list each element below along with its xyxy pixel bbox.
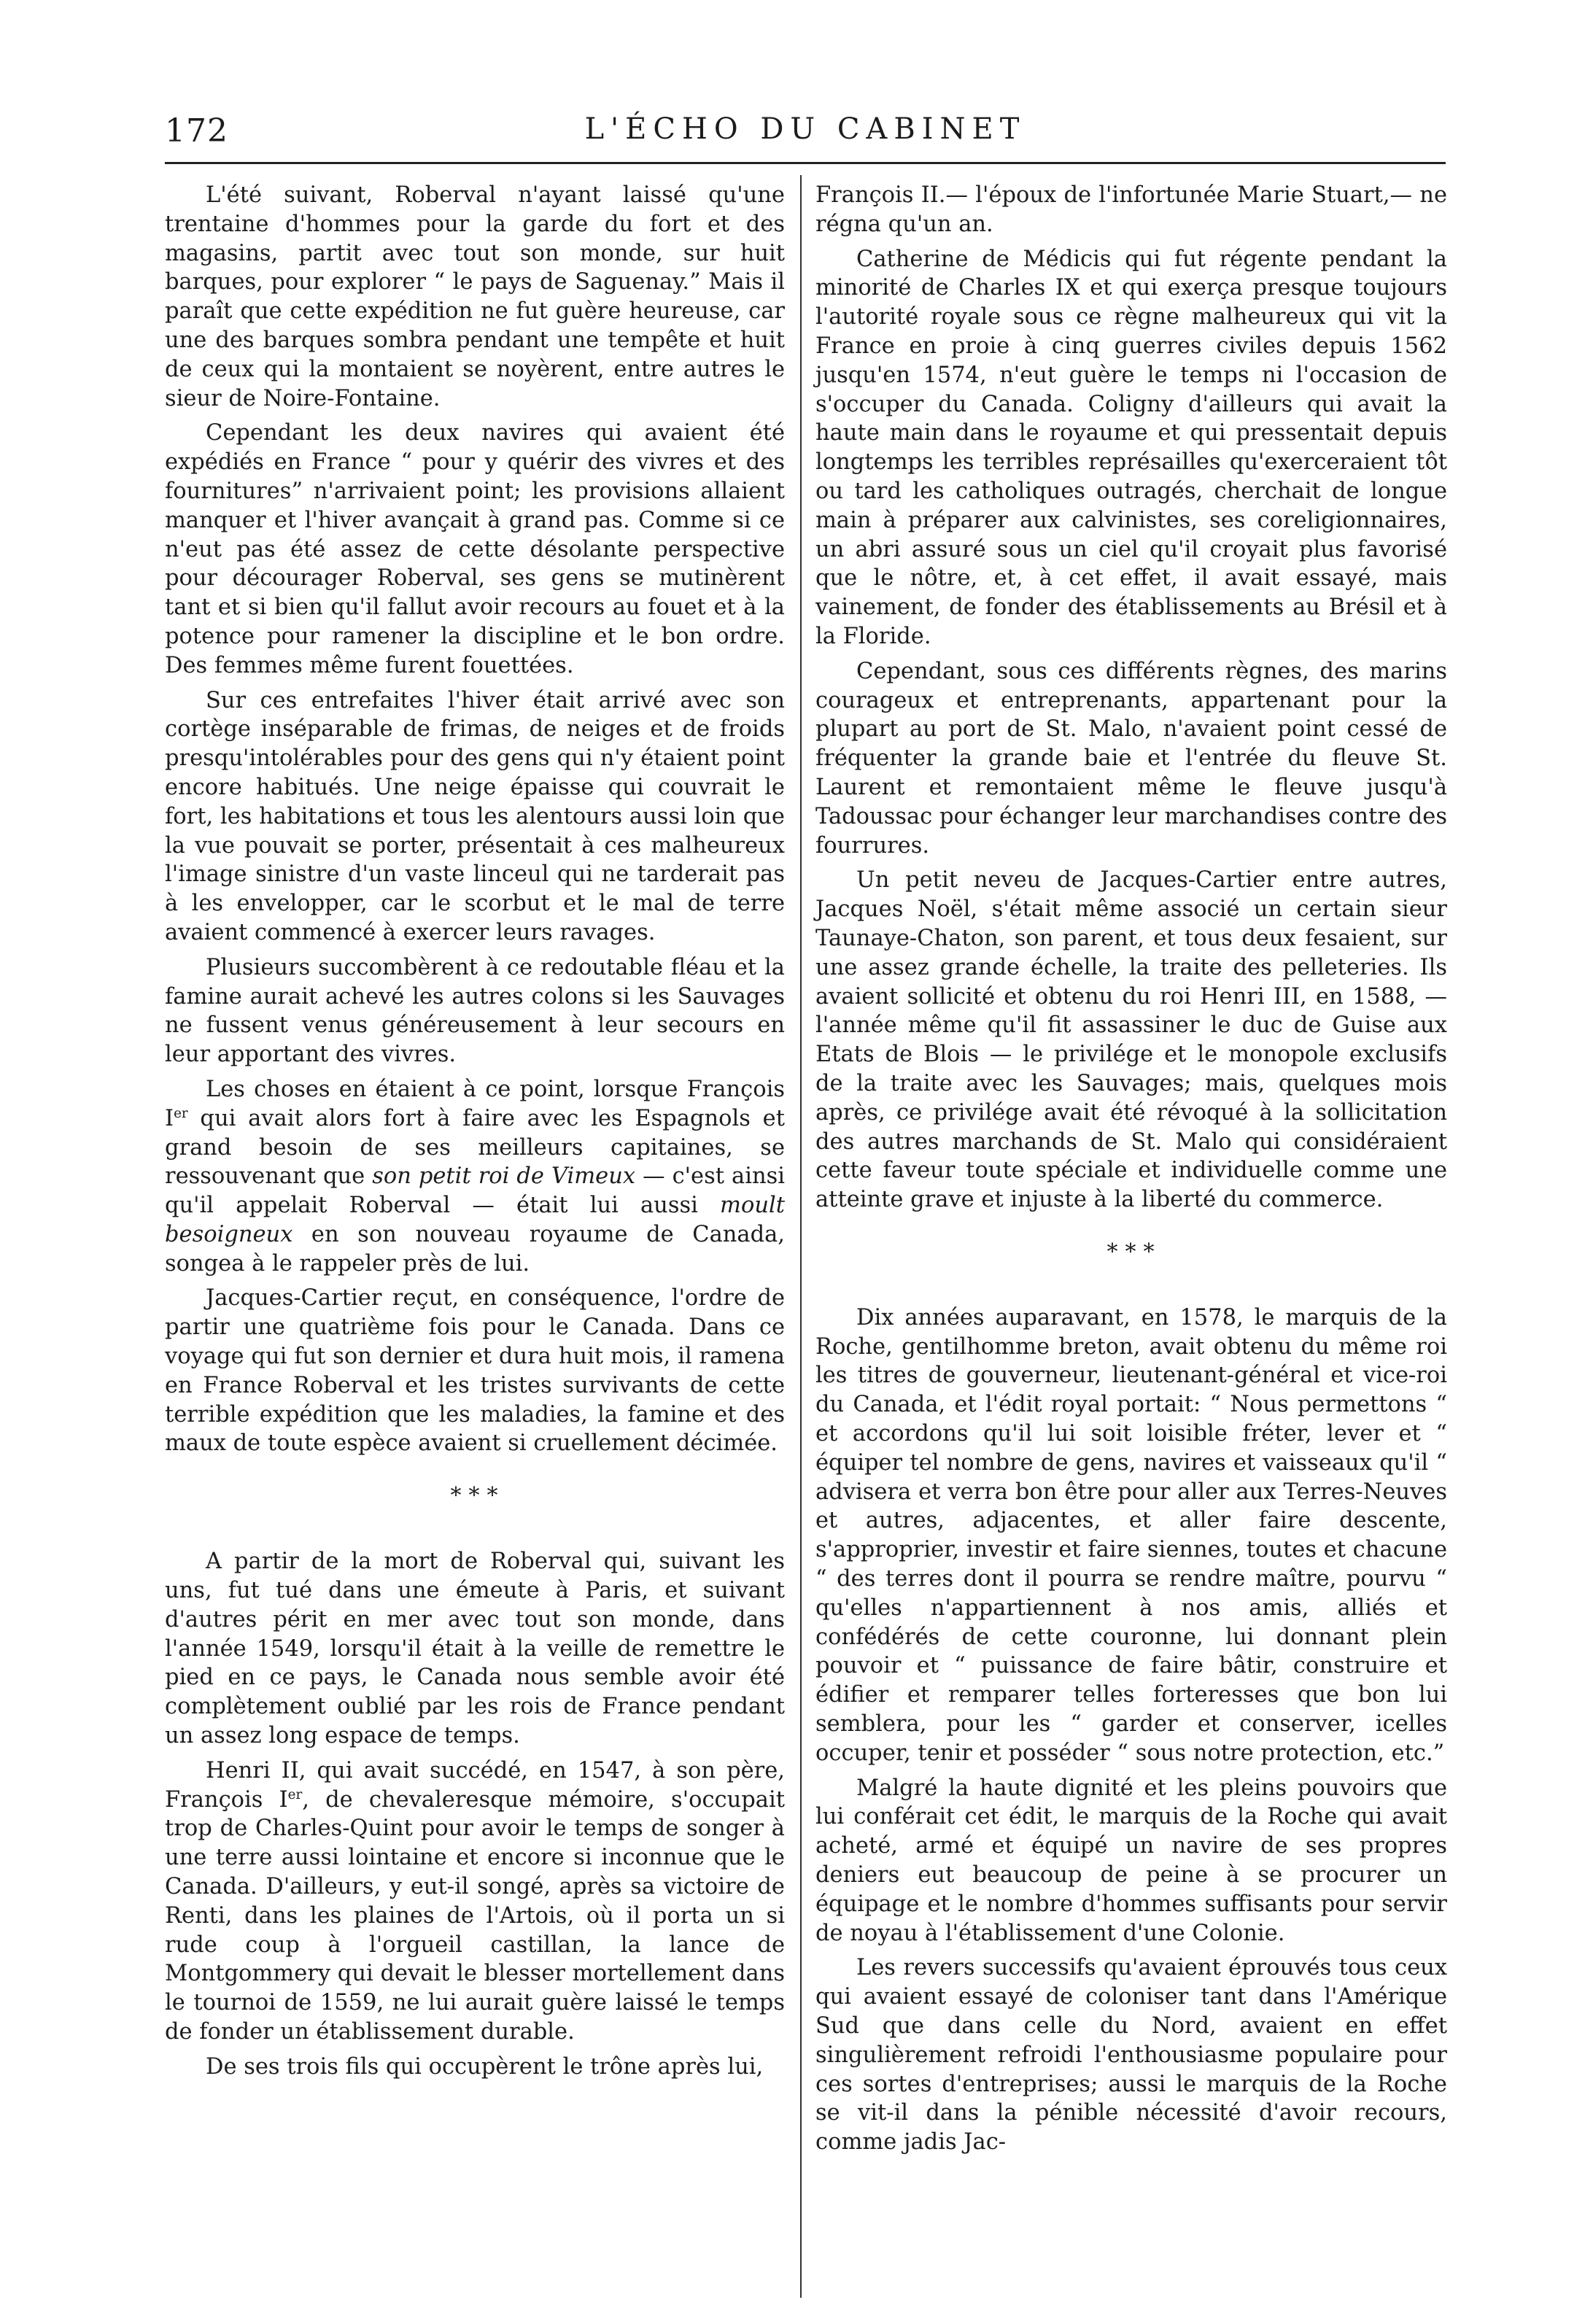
- emphasis: moult besoigneux: [165, 1193, 785, 1247]
- paragraph: Catherine de Médicis qui fut régente pendant la minorité de Charles IX et qui exerça presque toujours l'autorité royale sous ce règne malheureux qui vit la France en proie à cinq guerres civiles depuis 1562 jusqu'en 1574, n'eut guère le temps ni l'occasion de s'occuper du Canada. Coligny d'ailleurs qui avait la haute main dans le royaume et qui pressentait depuis longtemps les terribles représailles qu'exerceraient tôt ou tard les catholiques outragés, cherchait de longue main à préparer aux calvinistes, ses coreligionnaires, un abri assuré sous un ciel qu'il croyait plus favorisé que le nôtre, et, à cet effet, il avait essayé, mais vainement, de fonder des établissements au Brésil et à la Floride.: [815, 246, 1447, 649]
- emphasis: son petit roi de Vimeux: [372, 1163, 636, 1190]
- paragraph: Sur ces entrefaites l'hiver était arrivé avec son cortège inséparable de frimas, de neiges et de froids presqu'intolérables pour des gens qui n'y étaient point encore habitués. Une neige épaisse qui couvrait le fort, les habitations et tous les alentours aussi loin que la vue pouvait se porter, présentait à ces malheureux l'image sinistre d'un vaste linceul qui ne tarderait pas à les envelopper, car le scorbut et le mal de terre avaient commencé à exercer leurs ravages.: [165, 687, 785, 945]
- header-rule: [165, 162, 1446, 164]
- running-header: [165, 108, 1446, 149]
- paragraph: Les revers successifs qu'avaient éprouvés tous ceux qui avaient essayé de coloniser tant dans l'Amérique Sud que dans celle du Nord, avaient en effet singulièrement refroidi l'enthousiasme populaire pour ces sortes d'entreprises; aussi le marquis de la Roche se vit-il dans la pénible nécessité d'avoir recours, comme jadis Jac-: [815, 1955, 1447, 2155]
- paragraph: L'été suivant, Roberval n'ayant laissé qu'une trentaine d'hommes pour la garde du fort et des magasins, partit avec tout son monde, sur huit barques, pour explorer “ le pays de Saguenay.” Mais il paraît que cette expédition ne fut guère heureuse, car une des barques sombra pendant une tempête et huit de ceux qui la montaient se noyèrent, entre autres le sieur de Noire-Fontaine.: [165, 182, 785, 411]
- paragraph: Dix années auparavant, en 1578, le marquis de la Roche, gentilhomme breton, avait obtenu du même roi les titres de gouverneur, lieutenant-général et vice-roi du Canada, et l'édit royal portait: “ Nous permettons “ et accordons qu'il lui soit loisible fréter, lever et “ équiper tel nombre de gens, navires et vaisseaux qu'il “ advisera et verra bon être pour aller aux Terres-Neuves et autres, adjacentes, et aller faire descente, s'approprier, investir et faire siennes, toutes et chacune “ des terres dont il pourra se rendre maître, pourvu “ qu'elles n'appartiennent à nos amis, alliés et confédérés de cette couronne, lui donnant plein pouvoir et “ puissance de faire bâtir, construire et édifier et remparer telles forteresses que bon lui semblera, pour les “ garder et conserver, icelles occuper, tenir et posséder “ sous notre protection, etc.”: [815, 1304, 1447, 1766]
- right-column: [815, 181, 1447, 2163]
- left-column: [165, 181, 785, 2088]
- section-separator: * * *: [450, 1483, 500, 1509]
- paragraph: Cependant, sous ces différents règnes, des marins courageux et entreprenants, appartenant pour la plupart au port de St. Malo, n'avaient point cessé de fréquenter la grande baie et l'entrée du fleuve St. Laurent et remontaient même le fleuve jusqu'à Tadoussac pour échanger leur marchandises contre des fourrures.: [815, 658, 1447, 859]
- paragraph: Les choses en étaient à ce point, lorsque François Ier qui avait alors fort à faire avec les Espagnols et grand besoin de ses meilleurs capitaines, se ressouvenant que son petit roi de Vimeux — c'est ainsi qu'il appelait Roberval — était lui aussi moult besoigneux en son nouveau royaume de Canada, songea à le rappeler près de lui.: [165, 1076, 785, 1277]
- running-title: L'ÉCHO DU CABINET: [584, 112, 1026, 146]
- page-number: 172: [165, 112, 228, 150]
- paragraph-continued: François II.— l'époux de l'infortunée Marie Stuart,— ne régna qu'un an.: [815, 182, 1447, 237]
- section-separator: * * *: [1106, 1239, 1156, 1265]
- paragraph: De ses trois fils qui occupèrent le trône après lui,: [206, 2053, 764, 2080]
- paragraph: Cependant les deux navires qui avaient été expédiés en France “ pour y quérir des vivres et des fournitures” n'arrivaient point; les provisions allaient manquer et l'hiver avançait à grand pas. Comme si ce n'eut pas été assez de cette désolante perspective pour décourager Roberval, ses gens se mutinèrent tant et si bien qu'il fallut avoir recours au fouet et à la potence pour ramener la discipline et le bon ordre. Des femmes même furent fouettées.: [165, 420, 785, 678]
- paragraph: Un petit neveu de Jacques-Cartier entre autres, Jacques Noël, s'était même associé un certain sieur Taunaye-Chaton, son parent, et tous deux fesaient, sur une assez grande échelle, la traite des pelleteries. Ils avaient sollicité et obtenu du roi Henri III, en 1588, —l'année même qu'il fit assassiner le duc de Guise aux Etats de Blois — le privilége et le monopole exclusifs de la traite avec les Sauvages; mais, quelques mois après, ce privilége avait été révoqué à la sollicitation des autres marchands de St. Malo qui considéraient cette faveur toute spéciale et individuelle comme une atteinte grave et injuste à la liberté du commerce.: [815, 867, 1447, 1213]
- paragraph: Jacques-Cartier reçut, en conséquence, l'ordre de partir une quatrième fois pour le Canada. Dans ce voyage qui fut son dernier et dura huit mois, il ramena en France Roberval et les tristes survivants de cette terrible expédition que les maladies, la famine et des maux de toute espèce avaient si cruellement décimée.: [165, 1285, 785, 1457]
- paragraph: Plusieurs succombèrent à ce redoutable fléau et la famine aurait achevé les autres colons si les Sauvages ne fussent venus généreusement à leur secours en leur apportant des vivres.: [165, 954, 785, 1068]
- paragraph: A partir de la mort de Roberval qui, suivant les uns, fut tué dans une émeute à Paris, et suivant d'autres périt en mer avec tout son monde, dans l'année 1549, lorsqu'il était à la veille de remettre le pied en ce pays, le Canada nous semble avoir été complètement oublié par les rois de France pendant un assez long espace de temps.: [165, 1549, 785, 1749]
- paragraph: Henri II, qui avait succédé, en 1547, à son père, François Ier, de chevaleresque mémoire, s'occupait trop de Charles-Quint pour avoir le temps de songer à une terre aussi lointaine et encore si inconnue que le Canada. D'ailleurs, y eut-il songé, après sa victoire de Renti, dans les plaines de l'Artois, où il porta un si rude coup à l'orgueil castillan, la lance de Montgommery qui devait le blesser mortellement dans le tournoi de 1559, ne lui aurait guère laissé le temps de fonder un établissement durable.: [165, 1757, 785, 2045]
- column-divider: [800, 175, 802, 2298]
- paragraph: Malgré la haute dignité et les pleins pouvoirs que lui conférait cet édit, le marquis de la Roche qui avait acheté, armé et équipé un navire de ses propres deniers eut beaucoup de peine à se procurer un équipage et le nombre d'hommes suffisants pour servir de noyau à l'établissement d'une Colonie.: [815, 1775, 1447, 1946]
